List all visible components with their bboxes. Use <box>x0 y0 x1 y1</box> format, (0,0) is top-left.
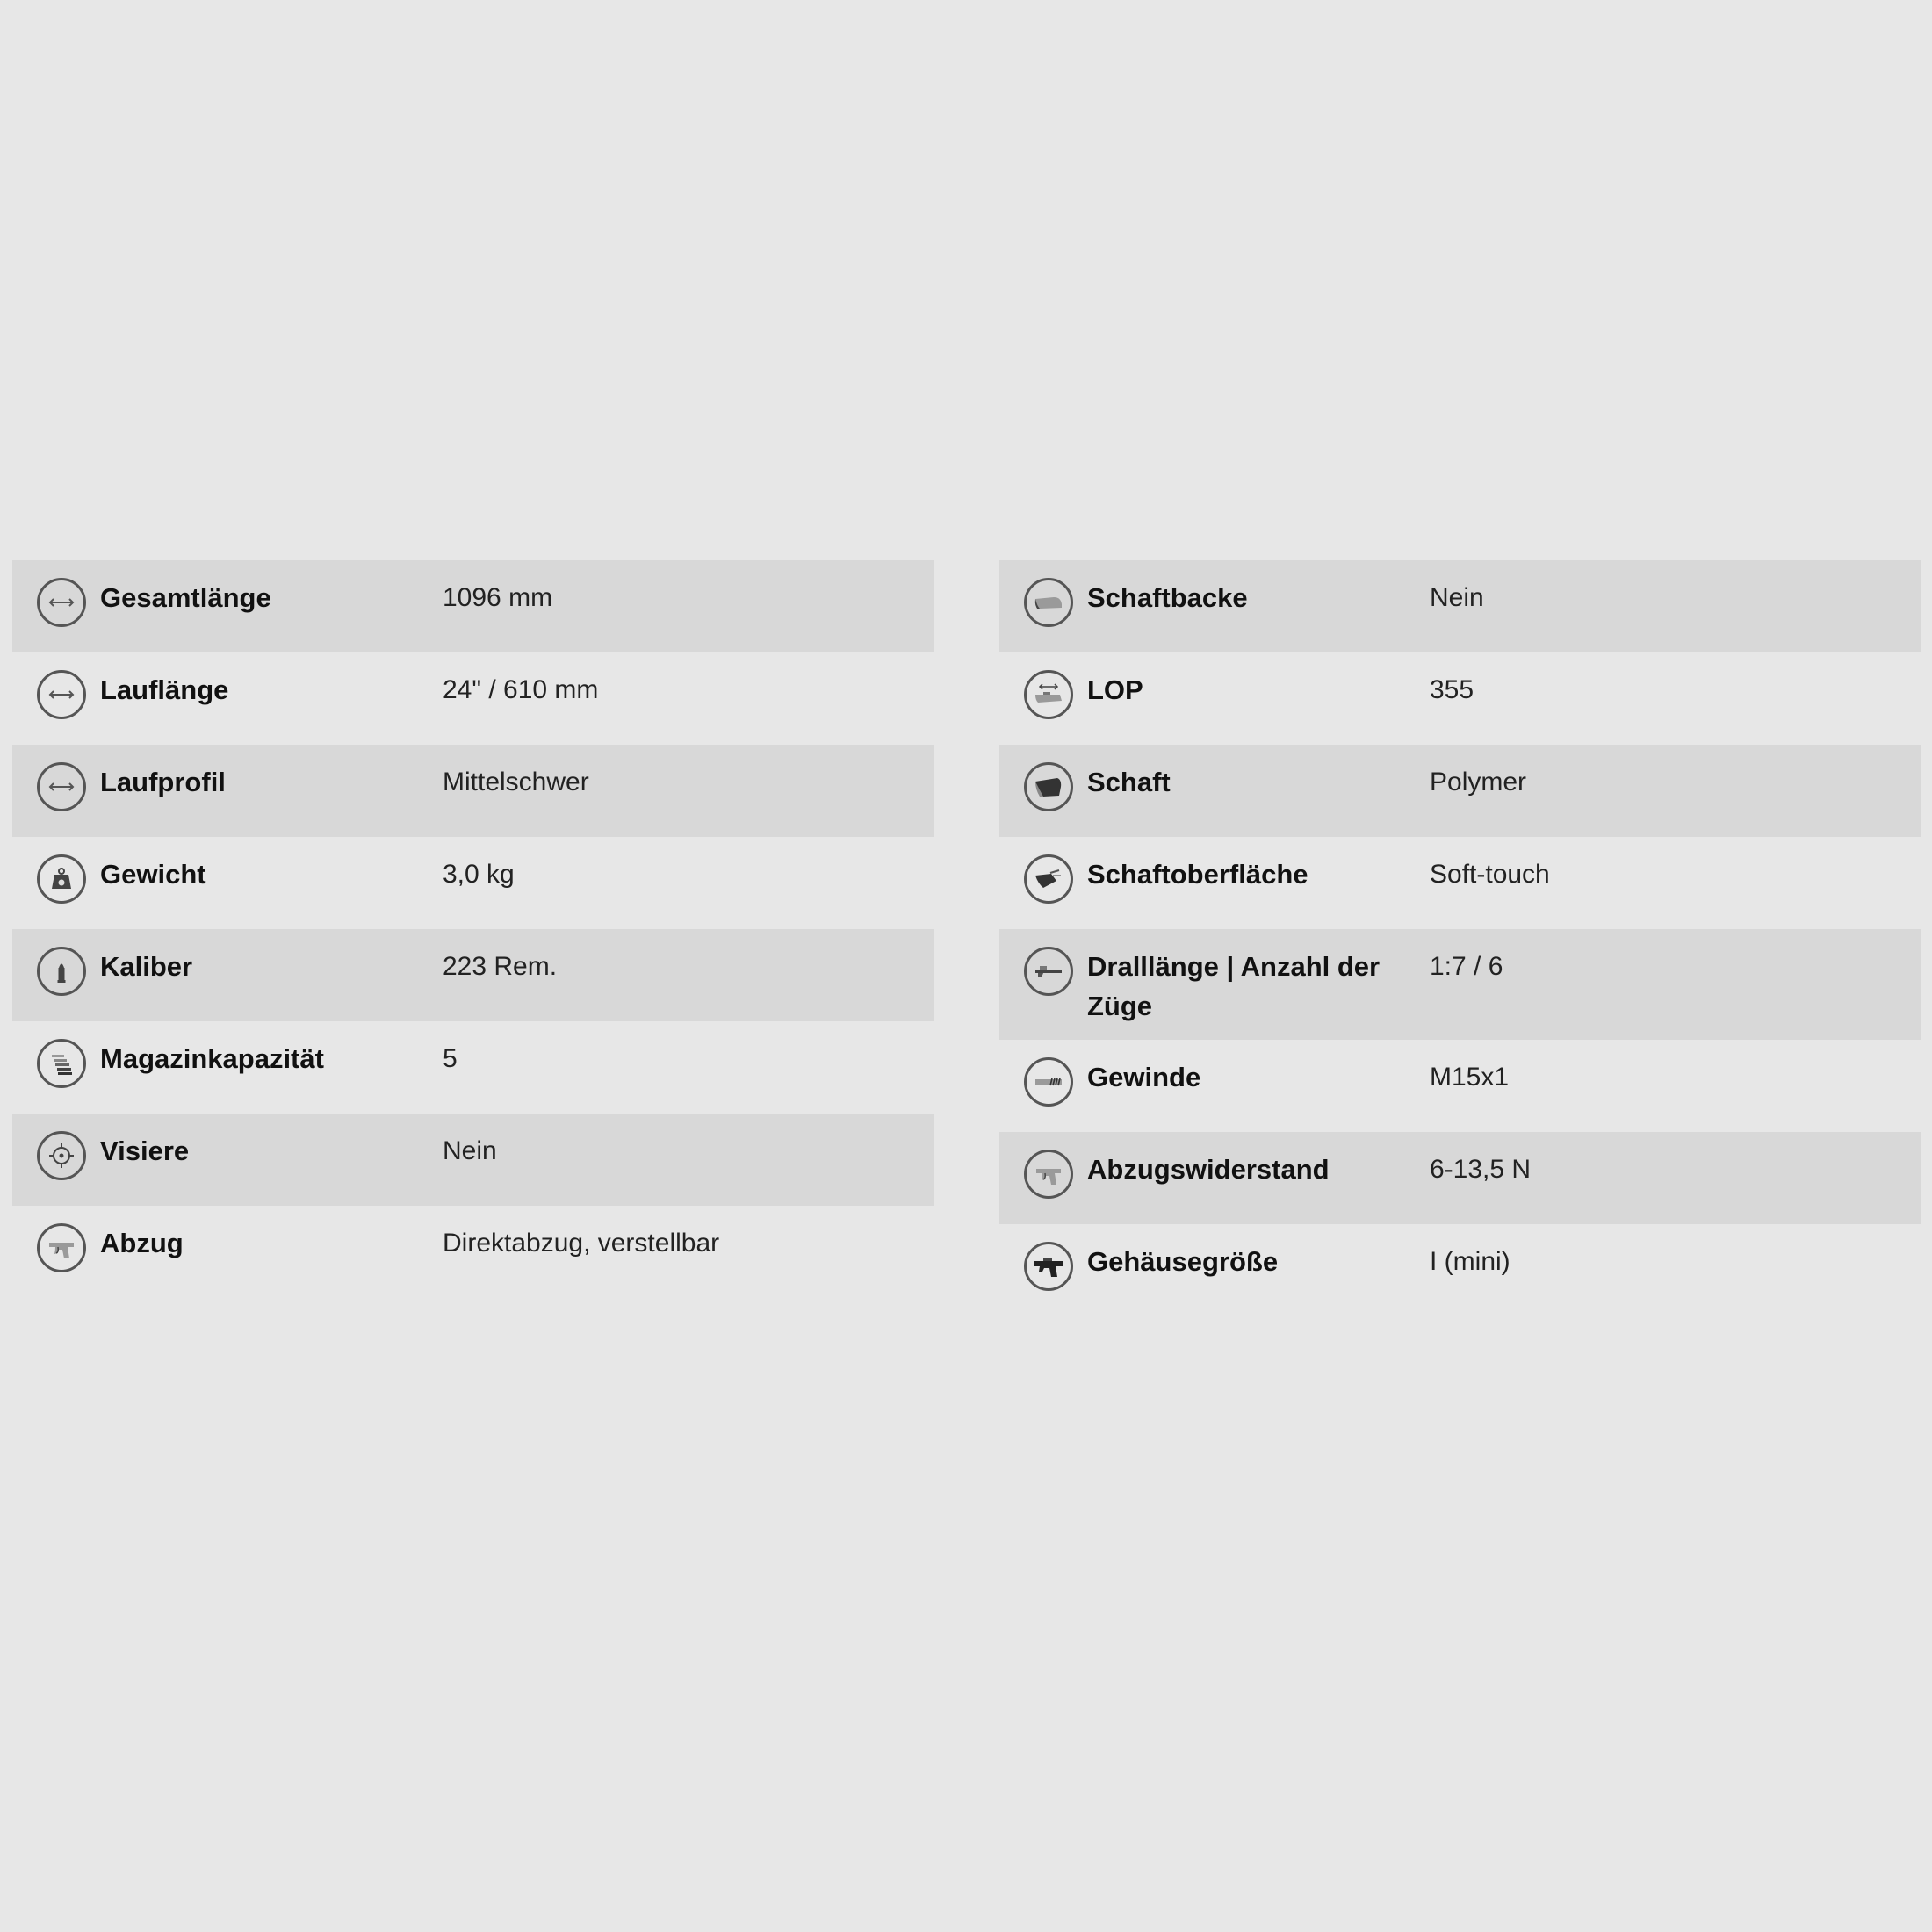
spec-label: Magazinkapazität <box>100 1043 324 1074</box>
spec-value: 223 Rem. <box>443 952 558 981</box>
spec-row-dralllaenge <box>999 929 1921 1040</box>
spec-label: Gewinde <box>1087 1062 1201 1092</box>
spec-value: 355 <box>1430 675 1474 704</box>
crosshair-icon <box>37 1131 86 1180</box>
spec-value: Nein <box>1430 583 1484 612</box>
spec-row-lauflaenge <box>12 652 934 745</box>
receiver-icon <box>1024 1242 1073 1291</box>
stock-icon <box>1024 762 1073 811</box>
length-arrow-icon <box>37 670 86 719</box>
spec-row-magazinkapazitaet <box>12 1021 934 1114</box>
stock-surface-icon <box>1024 854 1073 904</box>
spec-row-gesamtlaenge <box>12 560 934 652</box>
spec-table <box>12 560 1921 1316</box>
spec-value: 5 <box>443 1044 458 1073</box>
cartridge-icon <box>37 947 86 996</box>
spec-label: Gewicht <box>100 859 206 890</box>
thread-icon <box>1024 1057 1073 1107</box>
spec-value: 1096 mm <box>443 583 553 612</box>
spec-label: Schaftbacke <box>1087 582 1248 613</box>
spec-label: Laufprofil <box>100 767 226 797</box>
trigger-icon <box>37 1223 86 1272</box>
spec-value: Nein <box>443 1136 497 1165</box>
spec-label: Abzugswiderstand <box>1087 1154 1330 1185</box>
spec-label: LOP <box>1087 674 1143 705</box>
spec-value: 3,0 kg <box>443 860 515 889</box>
spec-label: Schaft <box>1087 767 1171 797</box>
spec-label: Schaftoberfläche <box>1087 859 1308 890</box>
spec-row-schaft <box>999 745 1921 837</box>
spec-row-visiere <box>12 1114 934 1206</box>
spec-row-abzug <box>12 1206 934 1298</box>
trigger-icon <box>1024 1150 1073 1199</box>
spec-label: Abzug <box>100 1228 184 1258</box>
spec-row-kaliber <box>12 929 934 1021</box>
spec-row-schaftbacke <box>999 560 1921 652</box>
spec-label: Visiere <box>100 1135 190 1166</box>
barrel-twist-icon <box>1024 947 1073 996</box>
spec-value: 1:7 / 6 <box>1430 952 1503 981</box>
spec-column-left <box>12 560 934 1316</box>
spec-row-abzugswiderstand <box>999 1132 1921 1224</box>
spec-label: Dralllänge | Anzahl der Züge <box>1087 951 1381 1021</box>
spec-row-laufprofil <box>12 745 934 837</box>
spec-label: Lauflänge <box>100 674 229 705</box>
spec-row-gehaeusegroesse <box>999 1224 1921 1316</box>
spec-value: 6-13,5 N <box>1430 1155 1532 1184</box>
spec-label: Kaliber <box>100 951 193 982</box>
spec-row-schaftoberflaeche <box>999 837 1921 929</box>
weight-icon <box>37 854 86 904</box>
spec-row-gewicht <box>12 837 934 929</box>
spec-row-gewinde <box>999 1040 1921 1132</box>
spec-value: Polymer <box>1430 768 1527 797</box>
spec-value: I (mini) <box>1430 1247 1510 1276</box>
length-arrow-icon <box>37 762 86 811</box>
cheekpiece-icon <box>1024 578 1073 627</box>
spec-row-lop <box>999 652 1921 745</box>
spec-label: Gesamtlänge <box>100 582 271 613</box>
spec-value: Mittelschwer <box>443 768 589 797</box>
length-of-pull-icon <box>1024 670 1073 719</box>
spec-column-right <box>999 560 1921 1316</box>
spec-value: Direktabzug, verstellbar <box>443 1229 720 1258</box>
magazine-icon <box>37 1039 86 1088</box>
spec-value: 24" / 610 mm <box>443 675 599 704</box>
spec-value: M15x1 <box>1430 1063 1510 1092</box>
length-arrow-icon <box>37 578 86 627</box>
spec-value: Soft-touch <box>1430 860 1550 889</box>
spec-label: Gehäusegröße <box>1087 1246 1279 1277</box>
